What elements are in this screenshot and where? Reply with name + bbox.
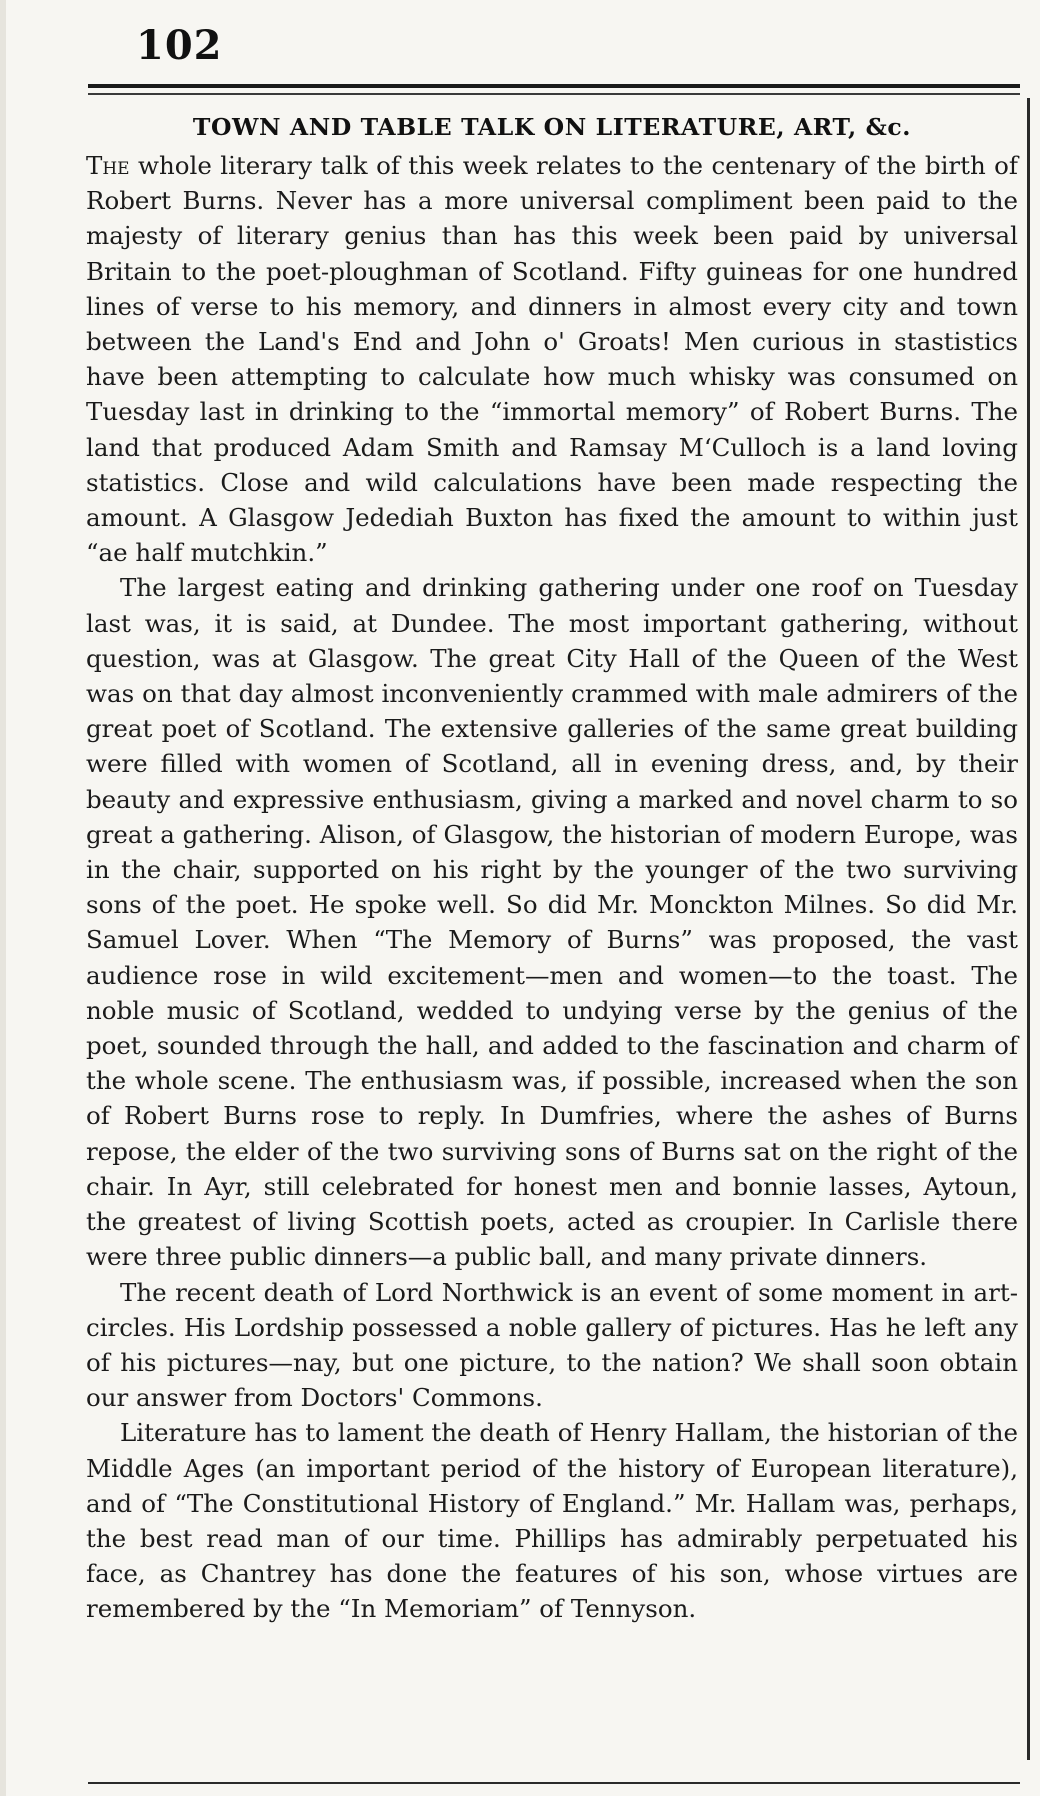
scan-edge [0,0,6,1796]
column-right-border [1027,98,1030,1760]
footer-rule [88,1782,1020,1784]
article-column [86,100,1018,1627]
header-rule-thin [88,93,1020,95]
paragraph-lead-word: The [86,151,130,180]
paragraph-text: whole literary talk of this week relates to the centenary of the birth of Robert Burns. Never has a more universal compliment been paid to the majesty of literary genius than has this week been paid by universal Britain to the poet-ploughman of Scotland. Fifty guineas for one hundred lines of verse to his memory, and dinners in almost every city and town between the Land's End and John o' Groats! Men curious in stastistics have been attempting to calculate how much whisky was consumed on Tuesday last in drinking to the “immortal memory” of Robert Burns. The land that produced Adam Smith and Ramsay M‘Culloch is a land loving statistics. Close and wild calculations have been made respecting the amount. A Glasgow Jedediah Buxton has fixed the amount to within just “ae half mutchkin.” [86,151,1018,568]
paragraph-glasgow-gathering: The largest eating and drinking gathering under one roof on Tuesday last was, it is said, at Dundee. The most important gathering, without question, was at Glasgow. The great City Hall of the Queen of the West was on that day almost inconveniently crammed with male admirers of the great poet of Scotland. The extensive galleries of the same great building were filled with women of Scotland, all in evening dress, and, by their beauty and expressive enthusiasm, giving a marked and novel charm to so great a gathering. Alison, of Glasgow, the historian of modern Europe, was in the chair, supported on his right by the younger of the two surviving sons of the poet. He spoke well. So did Mr. Monckton Milnes. So did Mr. Samuel Lover. When “The Memory of Burns” was proposed, the vast audience rose in wild excitement—men and women—to the toast. The noble music of Scotland, wedded to undying verse by the genius of the poet, sounded through the hall, and added to the fascination and charm of the whole scene. The enthusiasm was, if possible, increased when the son of Robert Burns rose to reply. In Dumfries, where the ashes of Burns repose, the elder of the two surviving sons of Burns sat on the right of the chair. In Ayr, still celebrated for honest men and bonnie lasses, Aytoun, the greatest of living Scottish poets, acted as croupier. In Carlisle there were three public dinners—a public ball, and many private dinners. [86,573,1018,1272]
paragraph-burns-centenary [86,148,1018,570]
article-headline: TOWN AND TABLE TALK ON LITERATURE, ART, &c. [192,113,912,141]
page-number: 102 [136,22,223,69]
paragraph-lord-northwick: The recent death of Lord Northwick is an event of some moment in art-circles. His Lordship possessed a noble gallery of pictures. Has he left any of his pictures—nay, but one picture, to the nation? We shall soon obtain our answer from Doctors' Commons. [86,1277,1018,1413]
paragraph-henry-hallam: Literature has to lament the death of Henry Hallam, the historian of the Middle Ages (an important period of the history of European literature), and of “The Constitutional History of England.” Mr. Hallam was, perhaps, the best read man of our time. Phillips has admirably perpetuated his face, as Chantrey has done the features of his son, whose virtues are remembered by the “In Memoriam” of Tennyson. [86,1418,1018,1624]
header-rule-thick [88,84,1020,88]
